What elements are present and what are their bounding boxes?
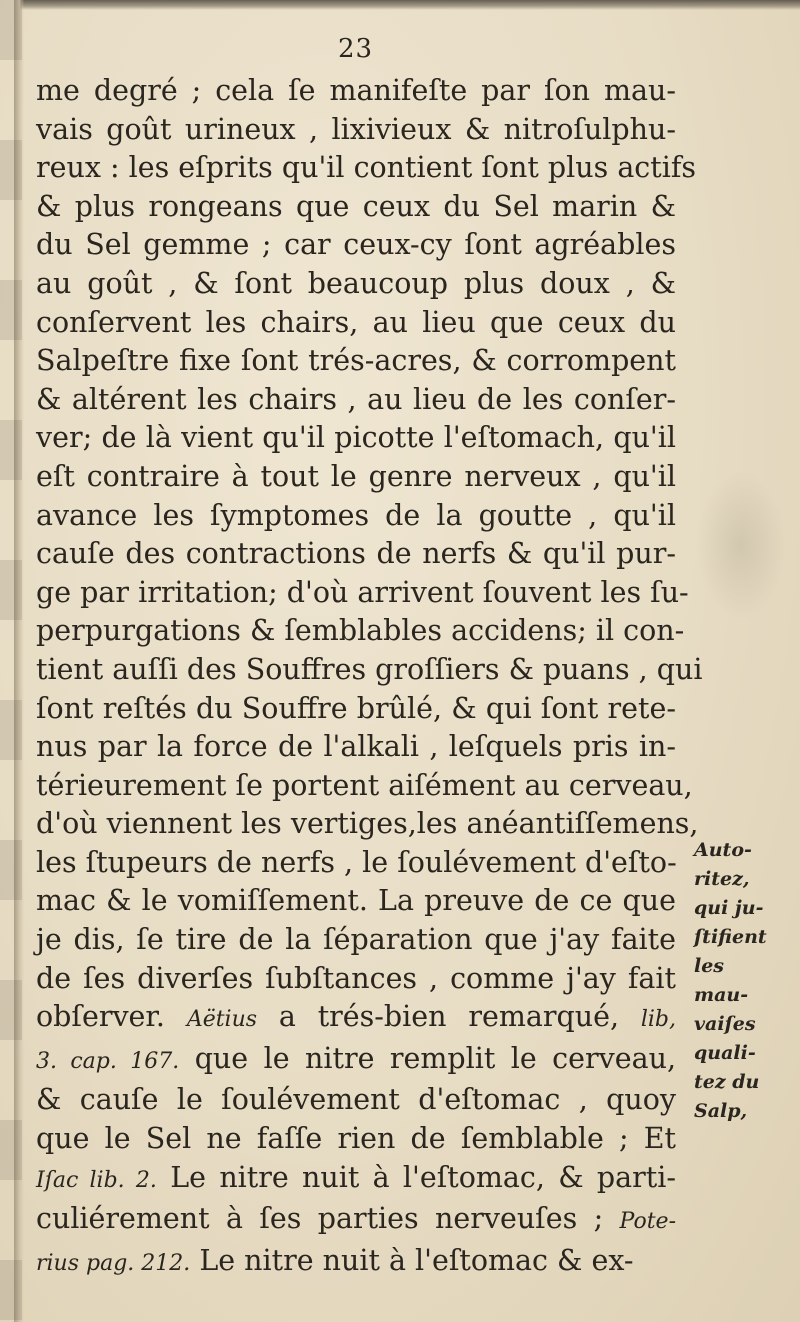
text-line: nus par la force de l'alkali , leſquels pris in- [36,730,676,764]
margin-note [694,836,790,1126]
text-line: du Sel gemme ; car ceux-cy ſont agréables [36,228,676,262]
text-line: tient auſſi des Souffres groſſiers & puans , qui [36,652,703,686]
text-line: cauſe des contractions de nerfs & qu'il pur- [36,537,676,571]
page-top-shadow [20,0,800,10]
text-line-with-reference [36,1040,676,1082]
text-line-with-reference [36,1159,676,1201]
text-segment: Le nitre nuit à l'eſtomac, & parti- [156,1160,676,1194]
text-line: je dis, ſe tire de la ſéparation que j'ay faite [36,923,676,957]
text-segment: a trés-bien remarqué, [257,1000,641,1034]
text-segment: Le nitre nuit à l'eſtomac & ex- [190,1243,634,1277]
margin-note-line: ſtifient [694,926,767,948]
text-line: & plus rongeans que ceux du Sel marin & [36,189,676,223]
text-segment: que le nitre remplit le cerveau, [179,1041,676,1075]
text-line: eſt contraire à tout le genre nerveux , qu'il [36,459,676,493]
text-line: térieurement ſe portent aiſément au cerveau, [36,768,693,802]
text-line-with-reference [36,1242,676,1284]
margin-note-line: qui ju- [694,897,764,919]
text-line: conſervent les chairs, au lieu que ceux du [36,305,676,339]
text-line: & cauſe le ſoulévement d'eſtomac , quoy [36,1083,676,1117]
margin-note-line: mau- [694,984,749,1006]
text-line: de ſes diverſes ſubſtances , comme j'ay fait [36,961,676,995]
citation: 3. cap. 167. [36,1048,180,1074]
text-line: perpurgations & ſemblables accidens; il con- [36,614,685,648]
text-line: d'où viennent les vertiges,les anéantiſſemens, [36,807,699,841]
text-line: au goût , & ſont beaucoup plus doux , & [36,266,676,300]
citation: Pote- [619,1209,676,1235]
text-line: vais goût urineux , lixivieux & nitroſulphu- [36,112,676,146]
text-line: ſont reſtés du Souffre brûlé, & qui ſont rete- [36,691,676,725]
binding-marks [0,0,22,1322]
margin-note-line: quali- [694,1042,756,1064]
text-line: les ſtupeurs de nerfs , le ſoulévement d'eſto- [36,845,677,879]
ink-bleed-through [696,470,786,620]
text-line-with-reference [36,1200,676,1242]
text-line: ver; de là vient qu'il picotte l'eſtomach, qu'il [36,421,676,455]
margin-note-line: Auto- [694,839,752,861]
text-line: mac & le vomiſſement. La preuve de ce que [36,884,676,918]
citation: Iſac lib. 2. [36,1167,157,1193]
text-line: Salpeſtre fixe ſont trés-acres, & corrompent [36,344,676,378]
text-line: que le Sel ne faſſe rien de ſemblable ; Et [36,1122,676,1156]
body-text [36,72,703,1283]
margin-note-line: les [694,955,725,977]
text-line: & altérent les chairs , au lieu de les conſer- [36,382,676,416]
text-line: me degré ; cela ſe manifeſte par ſon mau- [36,74,676,107]
margin-note-line: vaiſes [694,1013,756,1035]
text-line: ge par irritation; d'où arrivent ſouvent les ſu- [36,575,689,609]
page-number: 23 [338,34,374,64]
text-line-with-reference [36,998,676,1040]
text-segment: culiérement à ſes parties nerveuſes ; [36,1202,620,1236]
citation: Aëtius [186,1007,258,1033]
text-line: reux : les eſprits qu'il contient ſont plus actifs [36,151,697,185]
margin-note-line: Salp, [694,1100,748,1122]
text-segment: obſerver. [36,1000,187,1034]
margin-note-line: tez du [694,1071,760,1093]
text-line: avance les ſymptomes de la goutte , qu'il [36,498,676,532]
citation: lib, [640,1007,676,1033]
citation: rius pag. 212. [36,1250,191,1276]
margin-note-line: ritez, [694,868,750,890]
